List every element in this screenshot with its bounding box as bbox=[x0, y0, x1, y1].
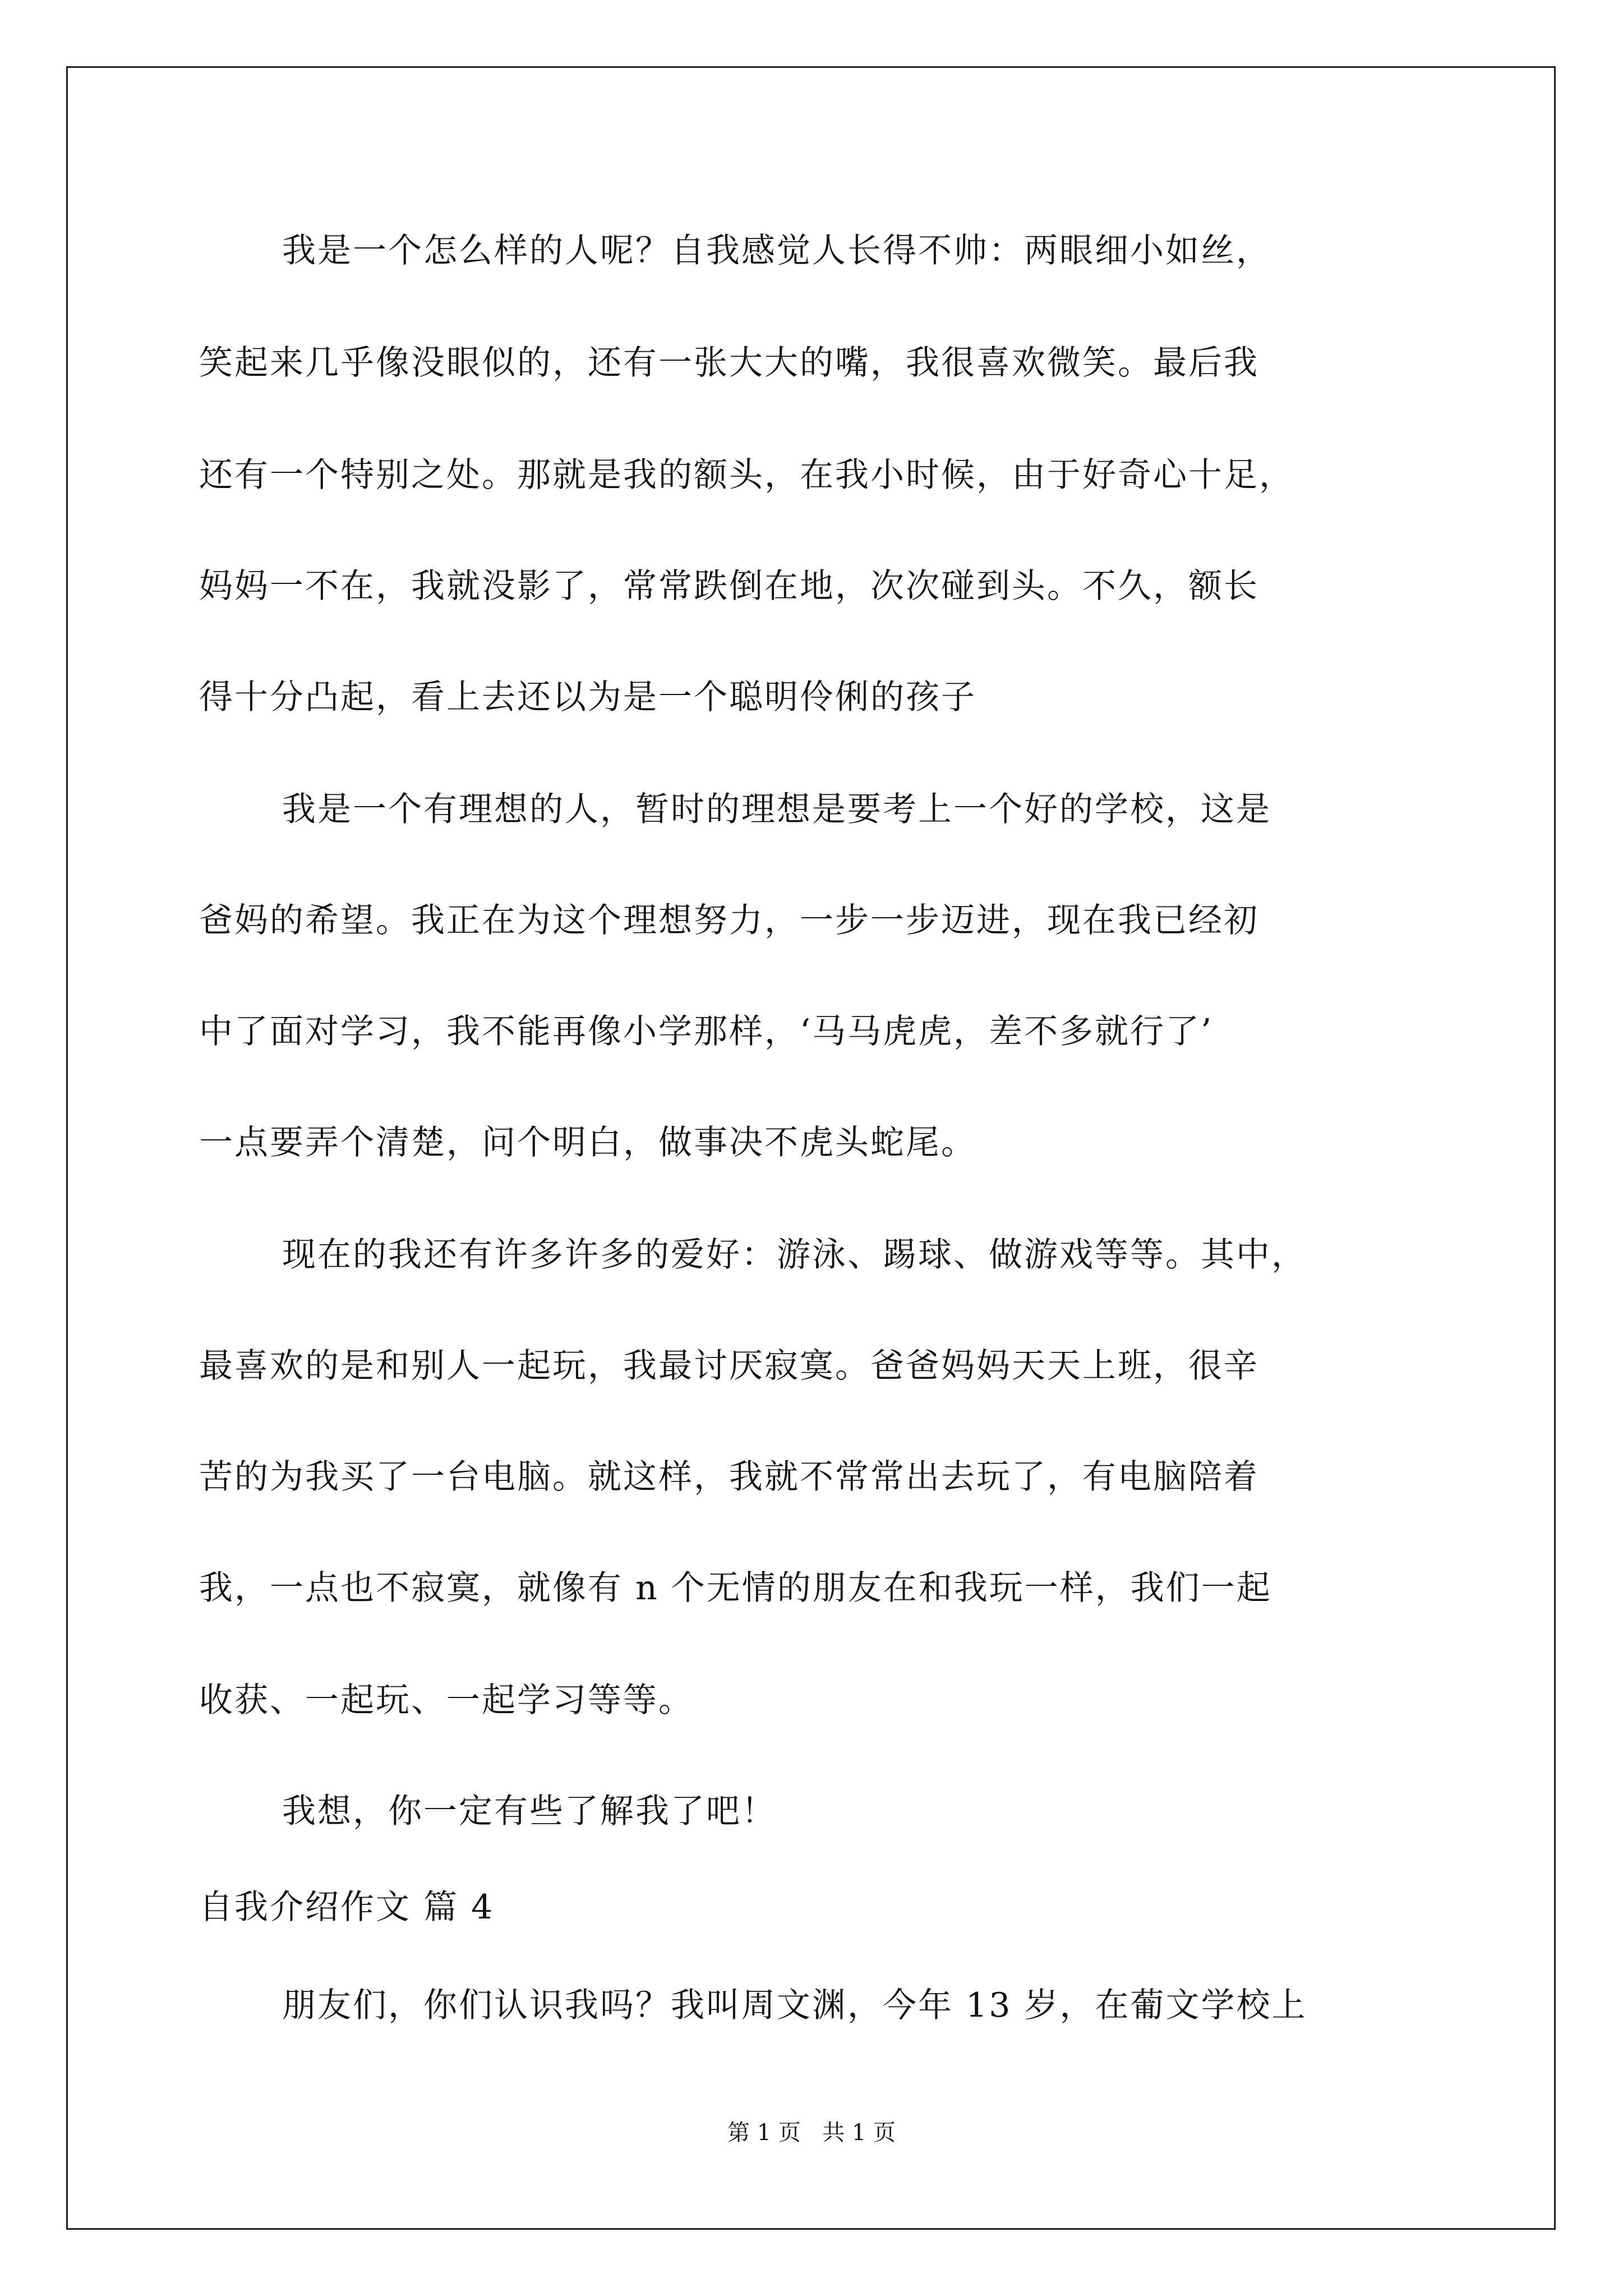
paragraph-1-line-1: 我是一个怎么样的人呢？自我感觉人长得不帅：两眼细小如丝， bbox=[282, 231, 1271, 270]
paragraph-2-line-2: 爸妈的希望。我正在为这个理想努力，一步一步迈进，现在我已经初 bbox=[199, 901, 1259, 940]
paragraph-2-line-4: 一点要弄个清楚，问个明白，做事决不虎头蛇尾。 bbox=[199, 1123, 976, 1162]
paragraph-1-line-3: 还有一个特别之处。那就是我的额头，在我小时候，由于好奇心十足， bbox=[199, 455, 1294, 495]
paragraph-1-line-5: 得十分凸起，看上去还以为是一个聪明伶俐的孩子 bbox=[199, 678, 976, 717]
paragraph-1-line-4: 妈妈一不在，我就没影了，常常跌倒在地，次次碰到头。不久，额长 bbox=[199, 567, 1259, 606]
paragraph-3-line-5: 收获、一起玩、一起学习等等。 bbox=[199, 1681, 694, 1720]
paragraph-2-line-1: 我是一个有理想的人，暂时的理想是要考上一个好的学校，这是 bbox=[282, 790, 1271, 829]
next-paragraph-line-1: 朋友们，你们认识我吗？我叫周文渊，今年 13 岁，在葡文学校上 bbox=[282, 1986, 1307, 2025]
paragraph-4-line-1: 我想，你一定有些了解我了吧！ bbox=[282, 1792, 777, 1831]
page-number-footer: 第 1 页 共 1 页 bbox=[727, 2120, 896, 2146]
paragraph-3-line-3: 苦的为我买了一台电脑。就这样，我就不常常出去玩了，有电脑陪着 bbox=[199, 1457, 1259, 1497]
paragraph-2-line-3: 中了面对学习，我不能再像小学那样，‘马马虎虎，差不多就行了’ bbox=[199, 1012, 1214, 1051]
paragraph-3-line-4: 我，一点也不寂寞，就像有 n 个无情的朋友在和我玩一样，我们一起 bbox=[199, 1568, 1272, 1608]
paragraph-1-line-2: 笑起来几乎像没眼似的，还有一张大大的嘴，我很喜欢微笑。最后我 bbox=[199, 343, 1259, 383]
paragraph-3-line-1: 现在的我还有许多许多的爱好：游泳、踢球、做游戏等等。其中， bbox=[282, 1235, 1307, 1274]
paragraph-3-line-2: 最喜欢的是和别人一起玩，我最讨厌寂寞。爸爸妈妈天天上班，很辛 bbox=[199, 1346, 1259, 1386]
section-heading: 自我介绍作文 篇 4 bbox=[199, 1888, 495, 1927]
